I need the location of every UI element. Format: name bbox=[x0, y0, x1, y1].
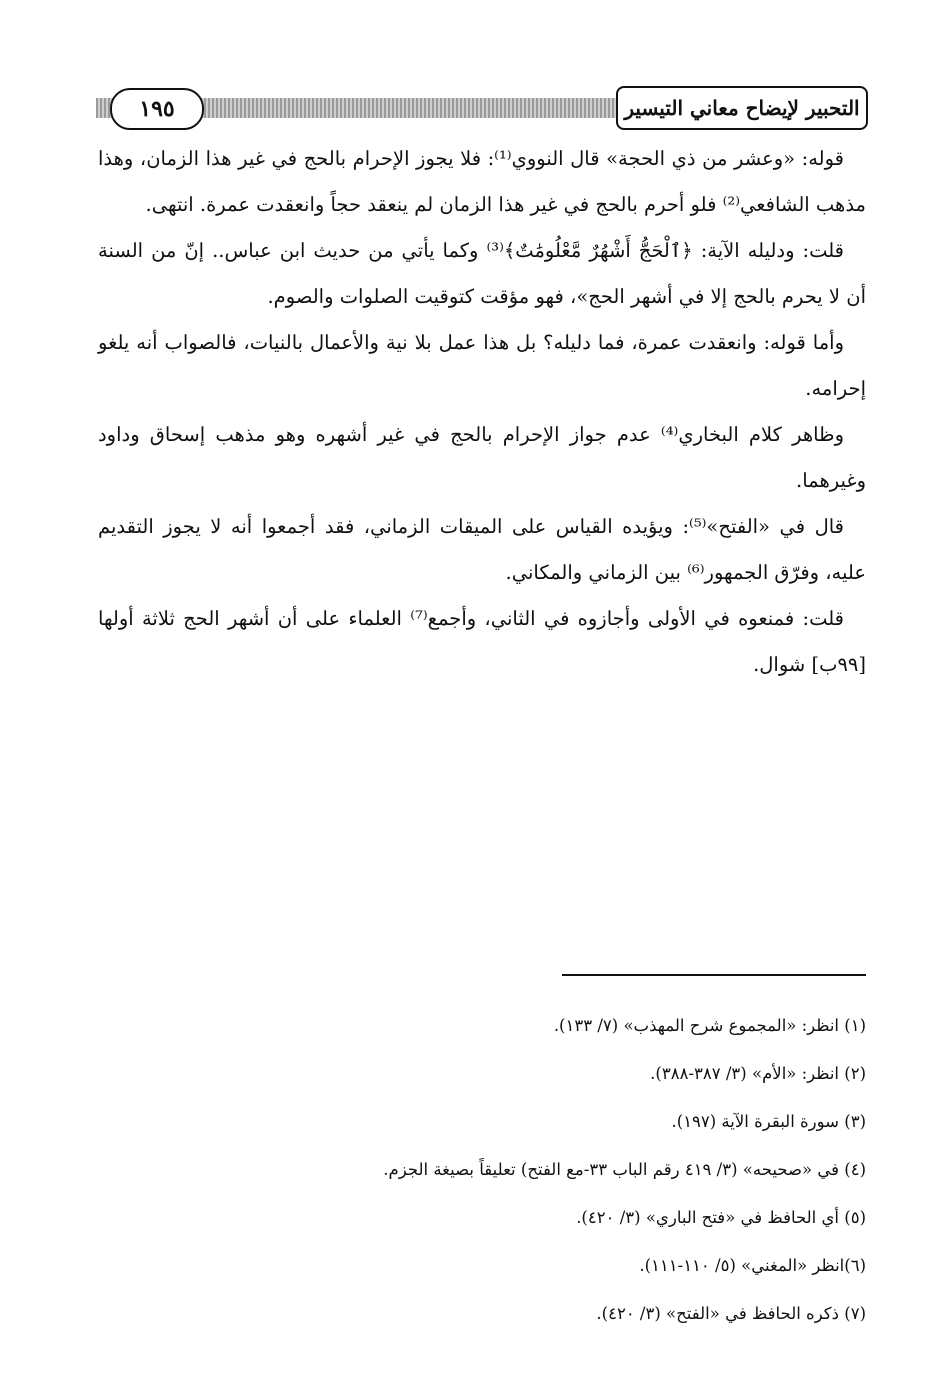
paragraph-1: قوله: «وعشر من ذي الحجة» قال النووي⁽¹⁾: فلا يجوز الإحرام بالحج في غير هذا الزمان، وهذا مذهب الشافعي⁽²⁾ فلو أحرم بالحج في غير هذا الزمان لم ينعقد حجاً وانعقدت عمرة. انتهى. bbox=[98, 147, 866, 216]
footnote-3: (٣) سورة البقرة الآية (١٩٧). bbox=[671, 1112, 866, 1131]
footnotes bbox=[98, 1002, 866, 1338]
footnote-divider bbox=[562, 974, 866, 976]
book-title: التحبير لإيضاح معاني التيسير bbox=[616, 86, 868, 130]
page-number: ١٩٥ bbox=[110, 88, 204, 130]
paragraph-5: قال في «الفتح»⁽⁵⁾: ويؤيده القياس على الميقات الزماني، فقد أجمعوا أنه لا يجوز التقديم عليه، وفرّق الجمهور⁽⁶⁾ بين الزماني والمكاني. bbox=[98, 515, 866, 584]
paragraph-6: قلت: فمنعوه في الأولى وأجازوه في الثاني، وأجمع⁽⁷⁾ العلماء على أن أشهر الحج ثلاثة أولها [٩٩ب] شوال. bbox=[98, 607, 866, 676]
running-header bbox=[96, 86, 868, 130]
footnote-1: (١) انظر: «المجموع شرح المهذب» (٧/ ١٣٣). bbox=[553, 1016, 866, 1035]
footnote-7: (٧) ذكره الحافظ في «الفتح» (٣/ ٤٢٠). bbox=[596, 1304, 866, 1323]
main-text bbox=[98, 136, 866, 688]
paragraph-2: قلت: ودليله الآية: ﴿ٱلْحَجُّ أَشْهُرٌ مَّعْلُومَٰتٌ﴾⁽³⁾ وكما يأتي من حديث ابن عباس.. إنّ من السنة أن لا يحرم بالحج إلا في أشهر الحج»، فهو مؤقت كتوقيت الصلوات والصوم. bbox=[98, 239, 866, 308]
paragraph-4: وظاهر كلام البخاري⁽⁴⁾ عدم جواز الإحرام بالحج في غير أشهره وهو مذهب إسحاق وداود وغيرهما. bbox=[98, 423, 866, 492]
footnote-6: (٦)انظر «المغني» (٥/ ١١٠-١١١). bbox=[639, 1256, 866, 1275]
footnote-4: (٤) في «صحيحه» (٣/ ٤١٩ رقم الباب ٣٣-مع الفتح) تعليقاً بصيغة الجزم. bbox=[383, 1160, 866, 1179]
paragraph-3: وأما قوله: وانعقدت عمرة، فما دليله؟ بل هذا عمل بلا نية والأعمال بالنيات، فالصواب أنه يلغو إحرامه. bbox=[98, 331, 866, 400]
footnote-2: (٢) انظر: «الأم» (٣/ ٣٨٧-٣٨٨). bbox=[650, 1064, 866, 1083]
footnote-5: (٥) أي الحافظ في «فتح الباري» (٣/ ٤٢٠). bbox=[576, 1208, 866, 1227]
